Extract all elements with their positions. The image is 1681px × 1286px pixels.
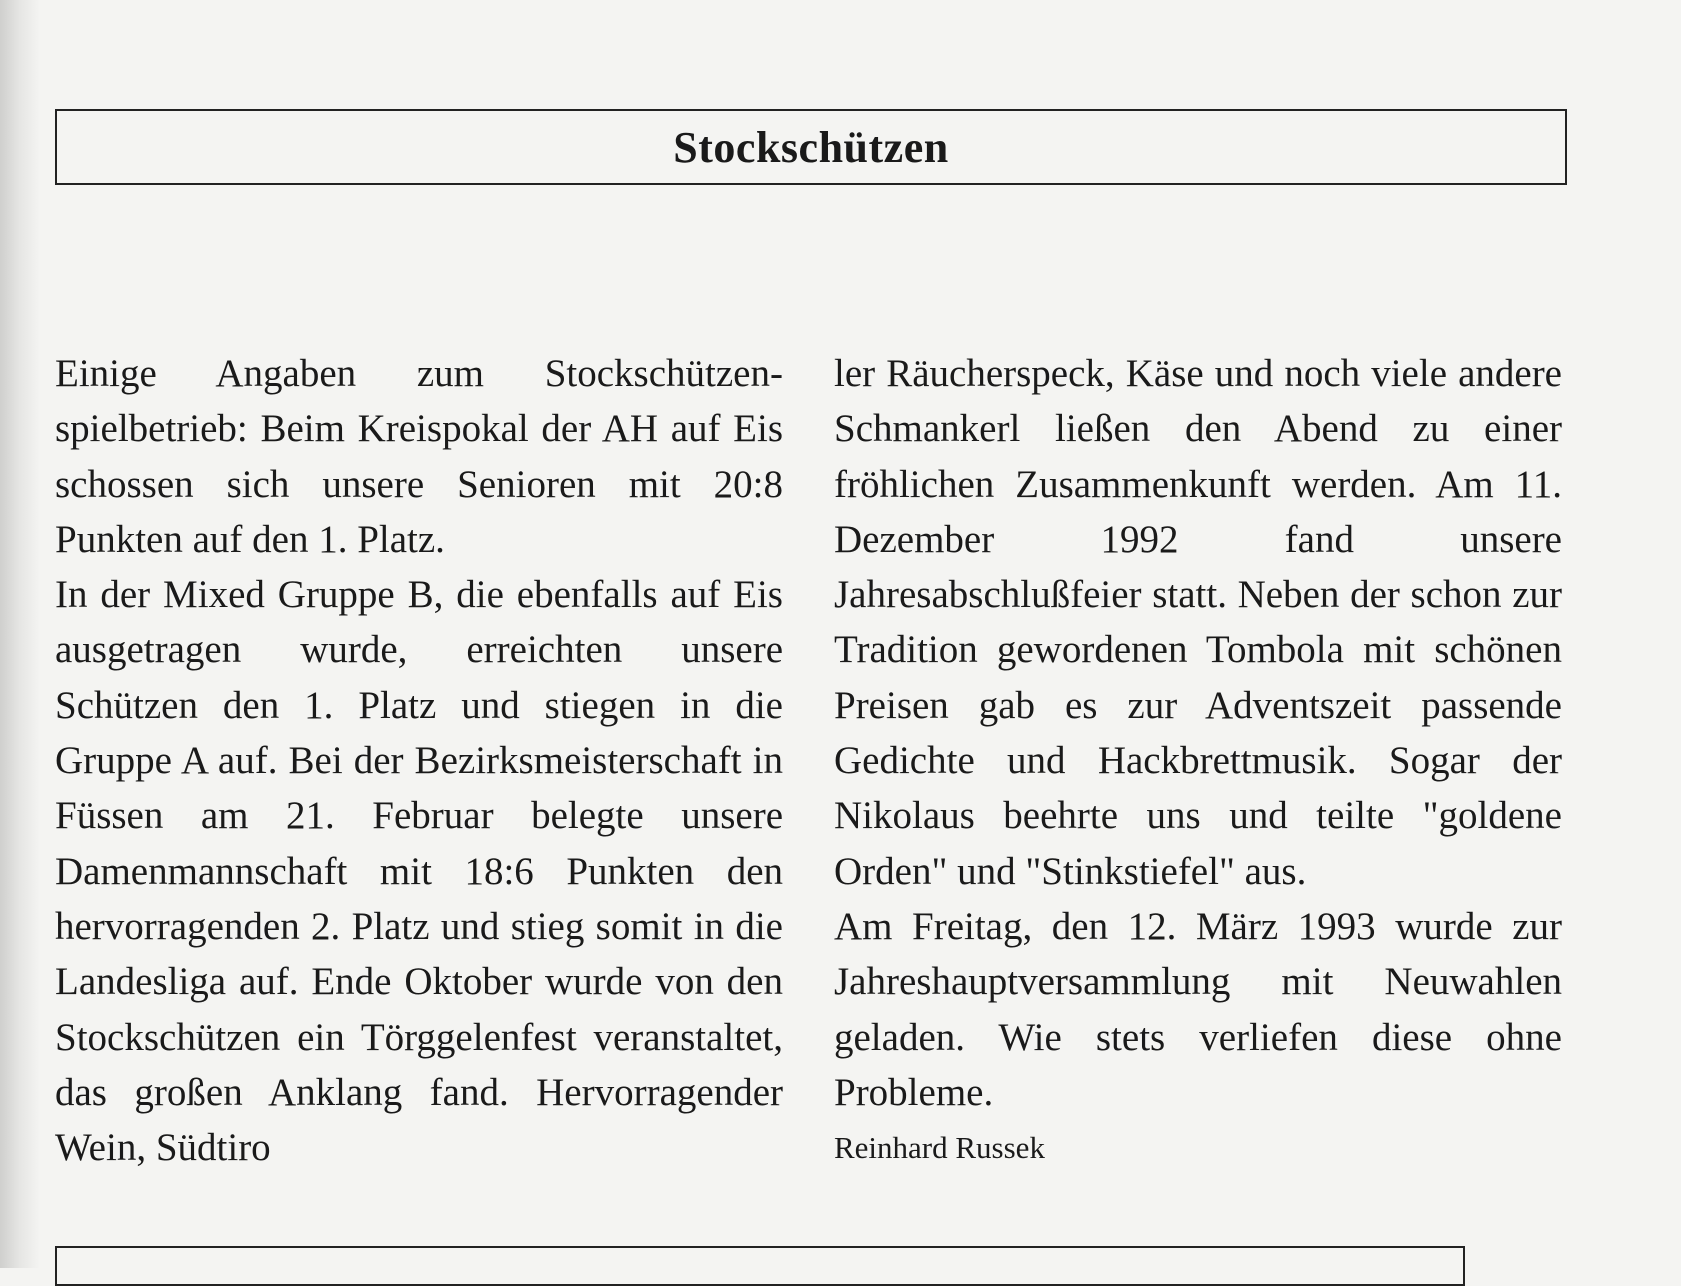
article-title: Stockschützen [673, 122, 949, 172]
next-section-box [55, 1246, 1465, 1286]
left-paragraph-1: Einige Angaben zum Stockschützenspielbetrieb: Beim Kreispokal der AH auf Eis schossen sich unsere Senioren mit 20:8 Punkten auf den 1. Platz. [55, 352, 783, 561]
right-paragraph-2: Am Freitag, den 12. März 1993 wurde zur Jahreshauptversammlung mit Neuwahlen geladen. Wie stets verliefen diese ohne Probleme. [834, 904, 1562, 1114]
author-signature: Reinhard Russek [834, 1130, 1045, 1166]
page-edge-shadow [0, 0, 40, 1268]
left-column [55, 346, 783, 1175]
left-paragraph-2: In der Mixed Gruppe B, die ebenfalls auf Eis ausgetragen wurde, erreichten unsere Schützen den 1. Platz und stiegen in die Gruppe A auf. Bei der Bezirksmeisterschaft in Füssen am 21. Februar belegte unsere Damenmannschaft mit 18:6 Punkten den hervorragenden 2. Platz und stieg somit in die Landesliga auf. Ende Oktober wurde von den Stockschützen ein Törggelenfest veranstaltet, das großen Anklang fand. Hervorragender Wein, Südtiro [55, 573, 783, 1170]
right-paragraph-1: ler Räucherspeck, Käse und noch viele andere Schmankerl ließen den Abend zu einer fröhlichen Zusammenkunft werden. Am 11. Dezember 1992 fand unsere Jahresabschlußfeier statt. Neben der schon zur Tradition gewordenen Tombola mit schönen Preisen gab es zur Adventszeit passende Gedichte und Hackbrettmusik. Sogar der Nikolaus beehrte uns und teilte "goldene Orden" und "Stinkstiefel" aus. [834, 352, 1562, 893]
title-box [55, 109, 1567, 185]
right-column [834, 346, 1562, 1170]
